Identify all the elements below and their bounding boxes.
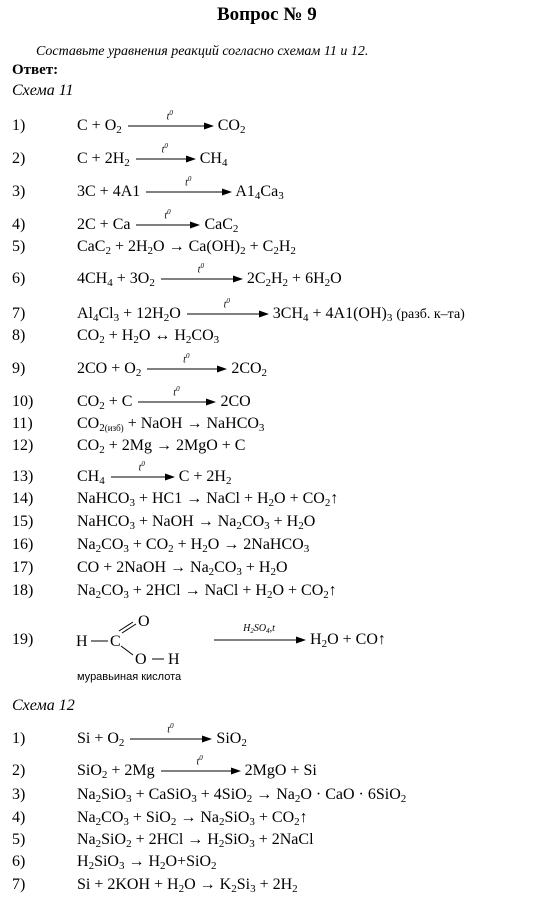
eq-number: 3): [12, 786, 26, 803]
eq-number: 3): [12, 183, 26, 200]
eq-number: 1): [12, 117, 26, 134]
page-title: Вопрос № 9: [217, 4, 317, 25]
equation-9: $2CO + O_2$ $t^0$ $2CO_2$: [77, 352, 268, 379]
eq-number: 10): [12, 393, 34, 410]
eq-number: 6): [12, 853, 26, 870]
eq-number: 12): [12, 437, 34, 454]
equation-5: $CaC_2 + 2H_2O \to Ca(OH)_2 + C_2H_2$: [77, 238, 296, 257]
eq-number: 2): [12, 150, 26, 167]
scheme-11-label: Схема 11: [12, 82, 74, 99]
formic-acid-structure: H C O O H: [76, 610, 186, 670]
eq-number: 5): [12, 831, 26, 848]
eq-number: 15): [12, 513, 34, 530]
eq-number: 14): [12, 490, 34, 507]
eq-number: 19): [12, 631, 34, 648]
eq-number: 4): [12, 216, 26, 233]
eq-number: 1): [12, 730, 26, 747]
equation-4: 2C + Ca $t^0$ CaC$_2$: [77, 208, 239, 235]
equation-1: $C + O_2$ $t^0$ $CO_2$: [77, 109, 246, 136]
equation-11: $CO_2(изб)$ + NaOH → NaHCO$_3$: [77, 415, 265, 434]
eq-number: 5): [12, 238, 26, 255]
s12-equation-1: $Si + O_2$ $t^0$ SiO$_2$: [77, 722, 247, 749]
eq-number: 4): [12, 809, 26, 826]
s12-equation-3: $Na_2SiO_3$ + CaSiO$_3$ + $4SiO_2 \to Na_2O$ · CaO · 6SiO$_2$: [77, 786, 407, 805]
equation-8: $CO_2 + H_2O$ ↔ $H_2CO_3$: [77, 327, 220, 346]
reaction-condition: $H_2SO_4,t$: [243, 623, 275, 636]
s12-equation-6: $H_2SiO_3 \to H_2O+SiO_2$: [77, 853, 217, 872]
answer-label: Ответ:: [12, 62, 59, 78]
scheme-12-label: Схема 12: [12, 697, 75, 714]
equation-18: $Na_2CO_3 + 2HCl$ → NaCl + $H_2O$ + $CO_2↑$: [77, 582, 337, 601]
equation-10: $CO_2 + C$ $t^0$ 2CO: [77, 385, 251, 412]
eq-number: 7): [12, 876, 26, 893]
equation-19-product: $H_2SO_4,t$ $H_2O$ + CO↑: [212, 631, 386, 649]
equation-2: $C + 2H_2$ $t^0$ $CH_4$: [77, 142, 228, 169]
eq-number: 13): [12, 468, 34, 485]
eq-number: 8): [12, 327, 26, 344]
excess-note: (изб): [104, 423, 124, 433]
eq-number: 6): [12, 270, 26, 287]
eq-number: 18): [12, 582, 34, 599]
equation-14: NaHCO$_3$ + HC1 → NaCl + $H_2O$ + $CO_2↑$: [77, 490, 339, 509]
task-text: Составьте уравнения реакций согласно схемам 11 и 12.: [36, 44, 369, 59]
eq-number: 17): [12, 559, 34, 576]
eq-number: 11): [12, 415, 33, 432]
formic-acid-caption: муравьиная кислота: [77, 671, 182, 683]
equation-3: 3C + 4A1 $t^0$ $A1_4Ca_3$: [77, 175, 284, 202]
s12-equation-2: SiO$_2$ + 2Mg $t^0$ 2MgO + Si: [77, 754, 317, 781]
equation-17: CO + 2NaOH → $Na_2CO_3 + H_2O$: [77, 559, 288, 578]
eq-number: 9): [12, 360, 26, 377]
equation-13: $CH_4$ $t^0$ $C + 2H_2$: [77, 460, 232, 487]
s12-equation-4: $Na_2CO_3 + SiO_2 \to Na_2SiO_3$ + $CO_2↑$: [77, 809, 308, 828]
eq-number: 7): [12, 305, 26, 322]
s12-equation-7: $Si + 2KOH + H_2O \to K_2Si_3 + 2H_2$: [77, 876, 298, 895]
note-dilute-acid: (разб. к–та): [396, 307, 465, 322]
eq-number: 2): [12, 762, 26, 779]
s12-equation-5: $Na_2SiO_2 + 2HCl \to H_2SiO_3$ + 2NaCl: [77, 831, 314, 850]
equation-15: NaHCO$_3$ + NaOH → $Na_2CO_3 + H_2O$: [77, 513, 316, 532]
equation-7: $Al_4Cl_3 + 12H_2O$ $t^0$ $3CH_4 + 4A1(OH)_3$ (разб. к–та): [77, 297, 465, 324]
eq-number: 16): [12, 536, 34, 553]
equation-6: $4CH_4 + 3O_2$ $t^0$ $2C_2H_2 + 6H_2O$: [77, 262, 342, 289]
equation-12: $CO_2 + 2Mg \to 2MgO + C$: [77, 437, 246, 456]
equation-16: $Na_2CO_3 + CO_2 + H_2O$ → 2NaHCO$_3$: [77, 536, 310, 555]
